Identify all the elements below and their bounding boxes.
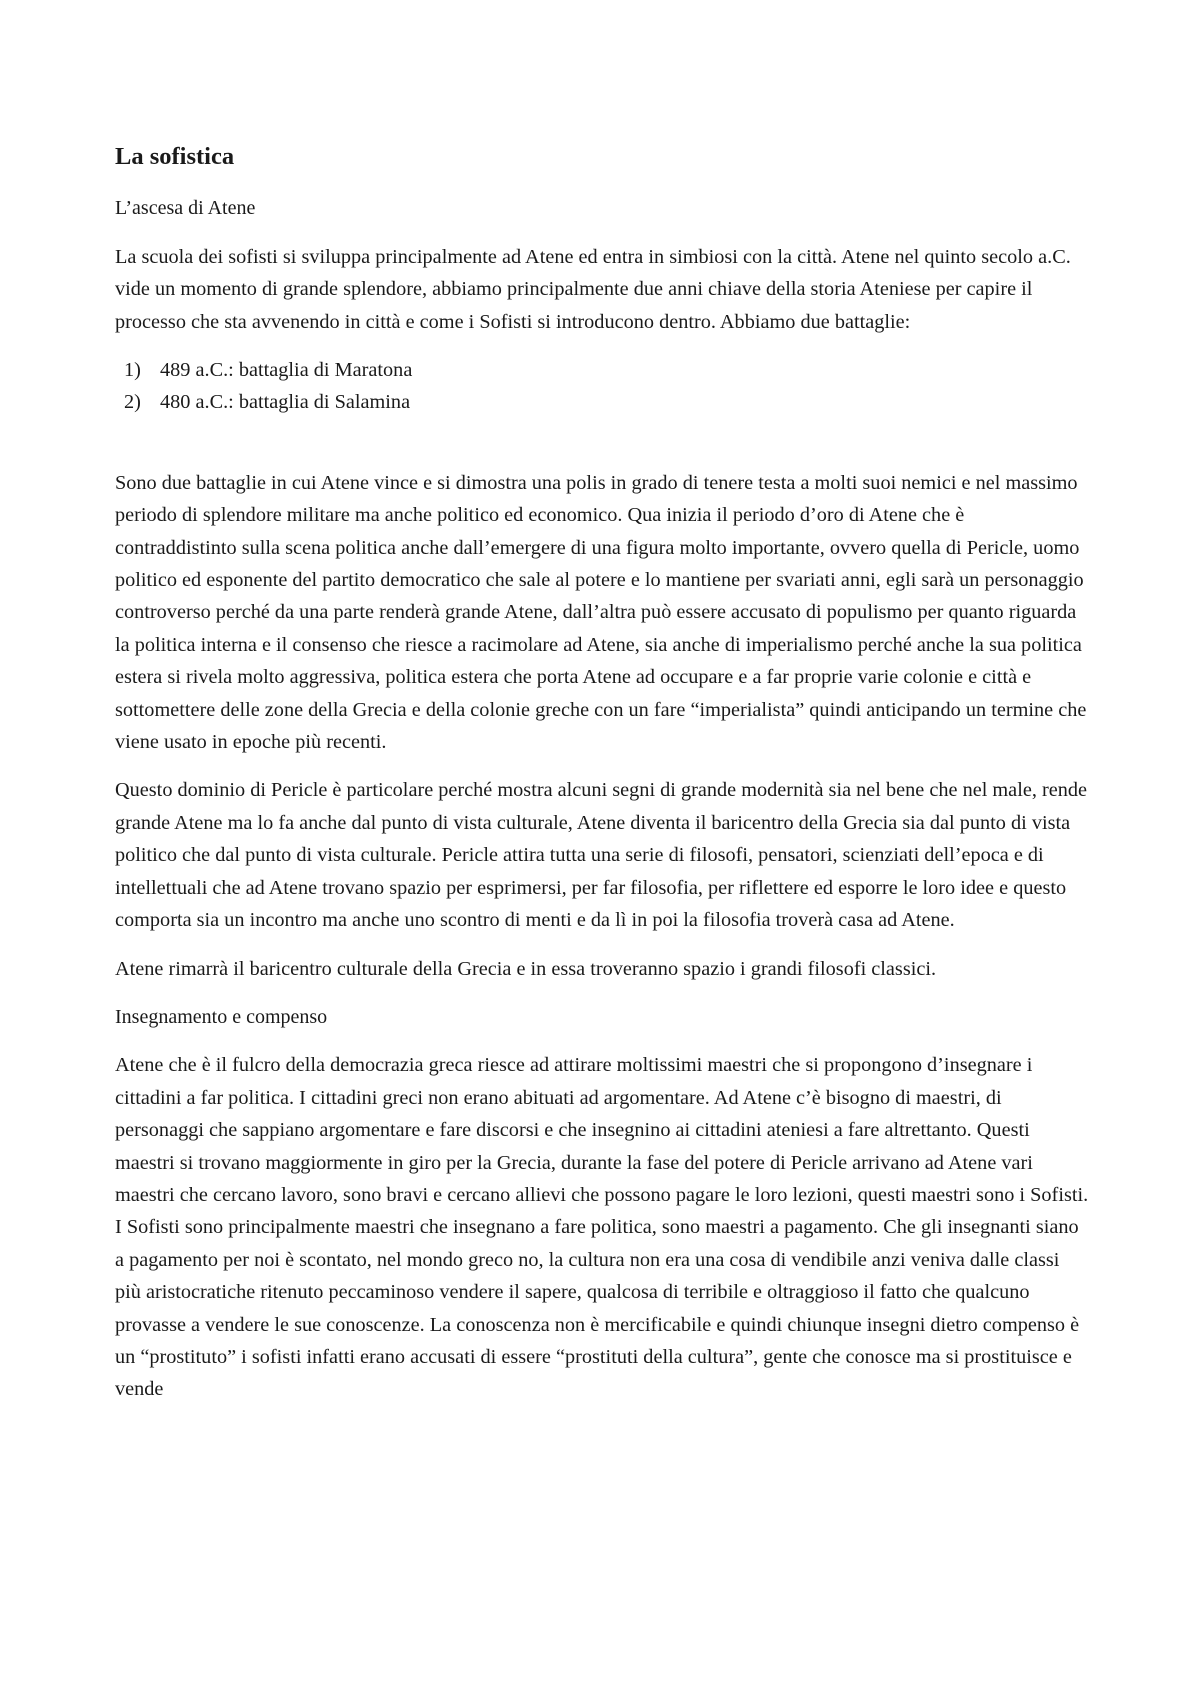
paragraph-maestri: Atene che è il fulcro della democrazia greca riesce ad attirare moltissimi maestri che si propongono d’insegnare i cittadini a far politica. I cittadini greci non erano abituati ad argomentare. Ad Atene c’è bisogno di maestri, di personaggi che sappiano argomentare e fare discorsi e che insegnino ai cittadini ateniesi a fare altrettanto. Questi maestri si trovano maggiormente in giro per la Grecia, durante la fase del potere di Pericle arrivano ad Atene vari maestri che cercano lavoro, sono bravi e cercano allievi che possono pagare le loro lezioni, questi maestri sono i Sofisti. I Sofisti sono principalmente maestri che insegnano a fare politica, sono maestri a pagamento. Che gli insegnanti siano a pagamento per noi è scontato, nel mondo greco no, la cultura non era una cosa di vendibile anzi veniva dalle classi più aristocratiche ritenuto peccaminoso vendere il sapere, qualcosa di terribile e oltraggioso il fatto che qualcuno provasse a vendere le sue conoscenze. La conoscenza non è mercificabile e quindi chiunque insegni dietro compenso è un “prostituto” i sofisti infatti erano accusati di essere “prostituti della cultura”, gente che conosce ma si prostituisce e vende: [115, 1054, 1089, 1401]
section-heading-ascesa: L’ascesa di Atene: [115, 197, 256, 220]
battles-list: [115, 354, 1090, 419]
list-item-text: 489 a.C.: battaglia di Maratona: [160, 359, 413, 382]
list-item-number: 2): [124, 391, 141, 414]
paragraph-intro: La scuola dei sofisti si sviluppa principalmente ad Atene ed entra in simbiosi con la città. Atene nel quinto secolo a.C. vide un momento di grande splendore, abbiamo principalmente due anni chiave della storia Ateniese per capire il processo che sta avvenendo in città e come i Sofisti si introducono dentro. Abbiamo due battaglie:: [115, 245, 1071, 333]
list-item-text: 480 a.C.: battaglia di Salamina: [160, 391, 411, 414]
list-item-number: 1): [124, 359, 141, 382]
section-heading-insegnamento: Insegnamento e compenso: [115, 1005, 328, 1028]
paragraph-dominio: Questo dominio di Pericle è particolare perché mostra alcuni segni di grande modernità sia nel bene che nel male, rende grande Atene ma lo fa anche dal punto di vista culturale, Atene diventa il baricentro della Grecia sia dal punto di vista politico che dal punto di vista culturale. Pericle attira tutta una serie di filosofi, pensatori, scienziati dell’epoca e di intellettuali che ad Atene trovano spazio per esprimersi, per far filosofia, per riflettere ed esporre le loro idee e questo comporta sia un incontro ma anche uno scontro di menti e da lì in poi la filosofia troverà casa ad Atene.: [115, 779, 1088, 932]
list-item: [115, 354, 1090, 386]
document-title: La sofistica: [115, 143, 235, 170]
paragraph-baricentro: Atene rimarrà il baricentro culturale della Grecia e in essa troveranno spazio i grandi filosofi classici.: [115, 957, 937, 980]
list-item: [115, 386, 1090, 418]
paragraph-pericle: Sono due battaglie in cui Atene vince e si dimostra una polis in grado di tenere testa a molti suoi nemici e nel massimo periodo di splendore militare ma anche politico ed economico. Qua inizia il periodo d’oro di Atene che è contraddistinto sulla scena politica anche dall’emergere di una figura molto importante, ovvero quella di Pericle, uomo politico ed esponente del partito democratico che sale al potere e lo mantiene per svariati anni, egli sarà un personaggio controverso perché da una parte renderà grande Atene, dall’altra può essere accusato di populismo per quanto riguarda la politica interna e il consenso che riesce a racimolare ad Atene, sia anche di imperialismo perché anche la sua politica estera si rivela molto aggressiva, politica estera che porta Atene ad occupare e a far proprie varie colonie e città e sottomettere delle zone della Grecia e della colonie greche con un fare “imperialista” quindi anticipando un termine che viene usato in epoche più recenti.: [115, 471, 1087, 754]
